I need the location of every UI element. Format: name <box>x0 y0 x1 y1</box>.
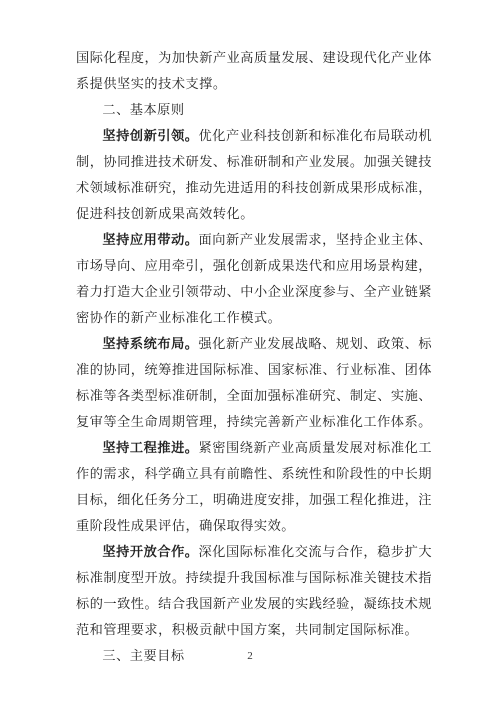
principle-paragraph-engineering <box>76 436 432 540</box>
principle-lead-openness: 坚持开放合作。 <box>102 545 199 560</box>
principle-lead-engineering: 坚持工程推进。 <box>102 441 199 456</box>
principle-paragraph-innovation <box>76 124 432 228</box>
page-number: 2 <box>247 650 253 662</box>
principle-lead-application: 坚持应用带动。 <box>102 233 199 248</box>
intro-continuation-paragraph: 国际化程度，为加快新产业高质量发展、建设现代化产业体系提供坚实的技术支撑。 <box>76 51 432 92</box>
principle-body-openness: 深化国际标准化交流与合作，稳步扩大标准制度型开放。持续提升我国标准与国际标准关键技术指标的一致性。结合我国新产业发展的实践经验，凝练技术规范和管理要求，积极贡献中国方案，共同制定国际标准。 <box>76 545 433 638</box>
document-body <box>76 46 432 670</box>
principle-paragraph-application <box>76 228 432 332</box>
principle-body-engineering: 紧密围绕新产业高质量发展对标准化工作的需求，科学确立具有前瞻性、系统性和阶段性的中长期目标，细化任务分工，明确进度安排，加强工程化推进，注重阶段性成果评估，确保取得实效。 <box>76 441 433 534</box>
principle-body-system: 强化新产业发展战略、规划、政策、标准的协同，统筹推进国际标准、国家标准、行业标准、团体标准等各类型标准研制，全面加强标准研究、制定、实施、复审等全生命周期管理，持续完善新产业标准化工作体系。 <box>76 337 433 430</box>
section-heading-basic-principles: 二、基本原则 <box>102 103 185 118</box>
principle-paragraph-system <box>76 332 432 436</box>
principle-body-innovation: 优化产业科技创新和标准化布局联动机制，协同推进技术研发、标准研制和产业发展。加强关键技术领域标准研究，推动先进适用的科技创新成果形成标准，促进科技创新成果高效转化。 <box>76 129 433 222</box>
principle-body-application: 面向新产业发展需求，坚持企业主体、市场导向、应用牵引，强化创新成果迭代和应用场景构建，着力打造大企业引领带动、中小企业深度参与、全产业链紧密协作的新产业标准化工作模式。 <box>76 233 433 326</box>
principle-lead-system: 坚持系统布局。 <box>102 337 199 352</box>
section-heading-main-goals: 三、主要目标 <box>102 649 185 664</box>
principle-paragraph-openness <box>76 540 432 644</box>
principle-lead-innovation: 坚持创新引领。 <box>102 129 199 144</box>
